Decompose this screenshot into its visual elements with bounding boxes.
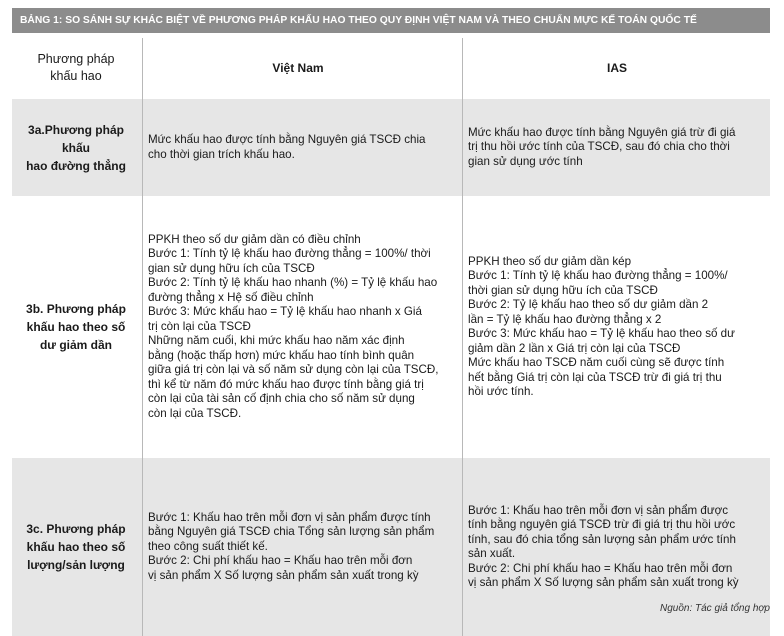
ias-line: Bước 1: Tính tỷ lệ khấu hao đường thẳng = 100%/: [468, 269, 728, 282]
table-title: BẢNG 1: SO SÁNH SỰ KHÁC BIỆT VỀ PHƯƠNG PHÁP KHẤU HAO THEO QUY ĐỊNH VIỆT NAM VÀ THEO CHUẨN MỰC KẾ TOÁN QUỐC TẾ: [12, 8, 770, 33]
vn-line: vị sản phẩm X Số lượng sản phẩm sản xuất trong kỳ: [148, 568, 419, 582]
vn-line: theo công suất thiết kế.: [148, 539, 268, 553]
ias-line: hồi ước tính.: [468, 385, 534, 398]
vn-line: giữa giá trị còn lại và số năm sử dụng còn lại của TSCĐ,: [148, 363, 439, 377]
method-line: 3c. Phương pháp: [26, 522, 126, 536]
method-cell: [12, 196, 140, 458]
vn-line: bằng (hoặc thấp hơn) mức khấu hao tính bình quân: [148, 348, 415, 362]
ias-line: vị sản phẩm X Số lượng sản phẩm sản xuất trong kỳ: [468, 576, 739, 589]
vn-line: đường thẳng x Hệ số điều chỉnh: [148, 290, 314, 304]
ias-line: Bước 2: Tỷ lệ khấu hao theo số dư giảm dần 2: [468, 298, 709, 311]
vn-line: Những năm cuối, khi mức khấu hao năm xác định: [148, 334, 405, 348]
vn-line: Bước 3: Mức khấu hao = Tỷ lệ khấu hao nhanh x Giá: [148, 305, 422, 319]
ias-line: PPKH theo số dư giảm dần kép: [468, 254, 632, 268]
ias-line: lần = Tỷ lệ khấu hao đường thẳng x 2: [468, 312, 662, 326]
ias-line: tính, sau đó chia tổng sản lượng sản phẩm ước tính: [468, 532, 736, 546]
ias-line: hết bằng Giá trị còn lại của TSCĐ trừ đi giá trị thu: [468, 370, 722, 384]
method-cell: [12, 458, 140, 636]
ias-line: Bước 3: Mức khấu hao = Tỷ lệ khấu hao theo số dư: [468, 327, 735, 340]
table-row: [12, 99, 770, 196]
method-line: 3a.Phương pháp khấu: [28, 122, 124, 155]
ias-line: sản xuất.: [468, 547, 516, 560]
ias-line: Bước 1: Khấu hao trên mỗi đơn vị sản phẩm được: [468, 503, 729, 517]
ias-line: gian sử dụng ước tính: [468, 154, 583, 168]
vn-line: Bước 2: Chi phí khấu hao = Khấu hao trên mỗi đơn: [148, 554, 413, 568]
vn-line: Bước 1: Tính tỷ lệ khấu hao đường thẳng = 100%/ thời: [148, 247, 431, 261]
method-line: lượng/sản lượng: [27, 558, 125, 572]
method-line: hao đường thẳng: [26, 158, 126, 173]
header-ias: IAS: [606, 60, 627, 75]
vn-line: còn lại của tài sản cố định chia cho số năm sử dụng: [148, 392, 415, 406]
vietnam-cell: [144, 196, 452, 458]
ias-line: thời gian sử dụng hữu ích của TSCĐ: [468, 283, 658, 297]
ias-line: tính bằng nguyên giá TSCĐ trừ đi giá trị thu hồi ước: [468, 518, 736, 531]
vn-line: trị còn lại của TSCĐ: [148, 319, 251, 333]
vn-line: thì kể từ năm đó mức khấu hao được tính bằng giá trị: [148, 377, 424, 391]
ias-cell: [464, 99, 770, 196]
method-line: khấu hao theo số: [26, 320, 126, 334]
method-line: khấu hao theo số: [26, 540, 126, 554]
header-method-line: Phương pháp: [37, 52, 115, 66]
column-divider: [462, 38, 463, 636]
vietnam-cell: [144, 458, 452, 636]
vn-line: Bước 2: Tính tỷ lệ khấu hao nhanh (%) = Tỷ lệ khấu hao: [148, 276, 438, 290]
ias-cell: [464, 196, 770, 458]
ias-line: Bước 2: Chi phí khấu hao = Khấu hao trên mỗi đơn: [468, 561, 733, 575]
vn-line: Bước 1: Khấu hao trên mỗi đơn vị sản phẩm được tính: [148, 510, 431, 524]
vn-line: cho thời gian trích khấu hao.: [148, 147, 295, 161]
ias-line: giảm dần 2 lần x Giá trị còn lại của TSCĐ: [468, 341, 681, 355]
source-note: Nguồn: Tác giả tổng hợp: [659, 603, 770, 614]
ias-line: Mức khấu hao được tính bằng Nguyên giá trừ đi giá: [468, 125, 736, 139]
vn-line: gian sử dụng hữu ích của TSCĐ: [148, 261, 315, 275]
table-header-row: [12, 38, 770, 98]
header-method-line: khấu hao: [50, 69, 102, 83]
vn-line: còn lại của TSCĐ.: [148, 406, 242, 420]
vn-line: Mức khấu hao được tính bằng Nguyên giá TSCĐ chia: [148, 133, 426, 146]
header-method: [12, 38, 140, 98]
table-row: [12, 196, 770, 458]
ias-line: trị thu hồi ước tính của TSCĐ, sau đó chia cho thời: [468, 140, 730, 154]
method-line: 3b. Phương pháp: [26, 302, 126, 316]
vn-line: PPKH theo số dư giảm dần có điều chỉnh: [148, 232, 361, 246]
method-cell: [12, 99, 140, 196]
header-vietnam: Việt Nam: [272, 60, 324, 75]
vn-line: bằng Nguyên giá TSCĐ chia Tổng sản lượng sản phẩm: [148, 525, 435, 539]
vietnam-cell: [144, 99, 452, 196]
method-line: dư giảm dần: [39, 338, 112, 352]
table-row: [12, 458, 770, 636]
ias-line: Mức khấu hao TSCĐ năm cuối cùng sẽ được tính: [468, 356, 725, 369]
column-divider: [142, 38, 143, 636]
